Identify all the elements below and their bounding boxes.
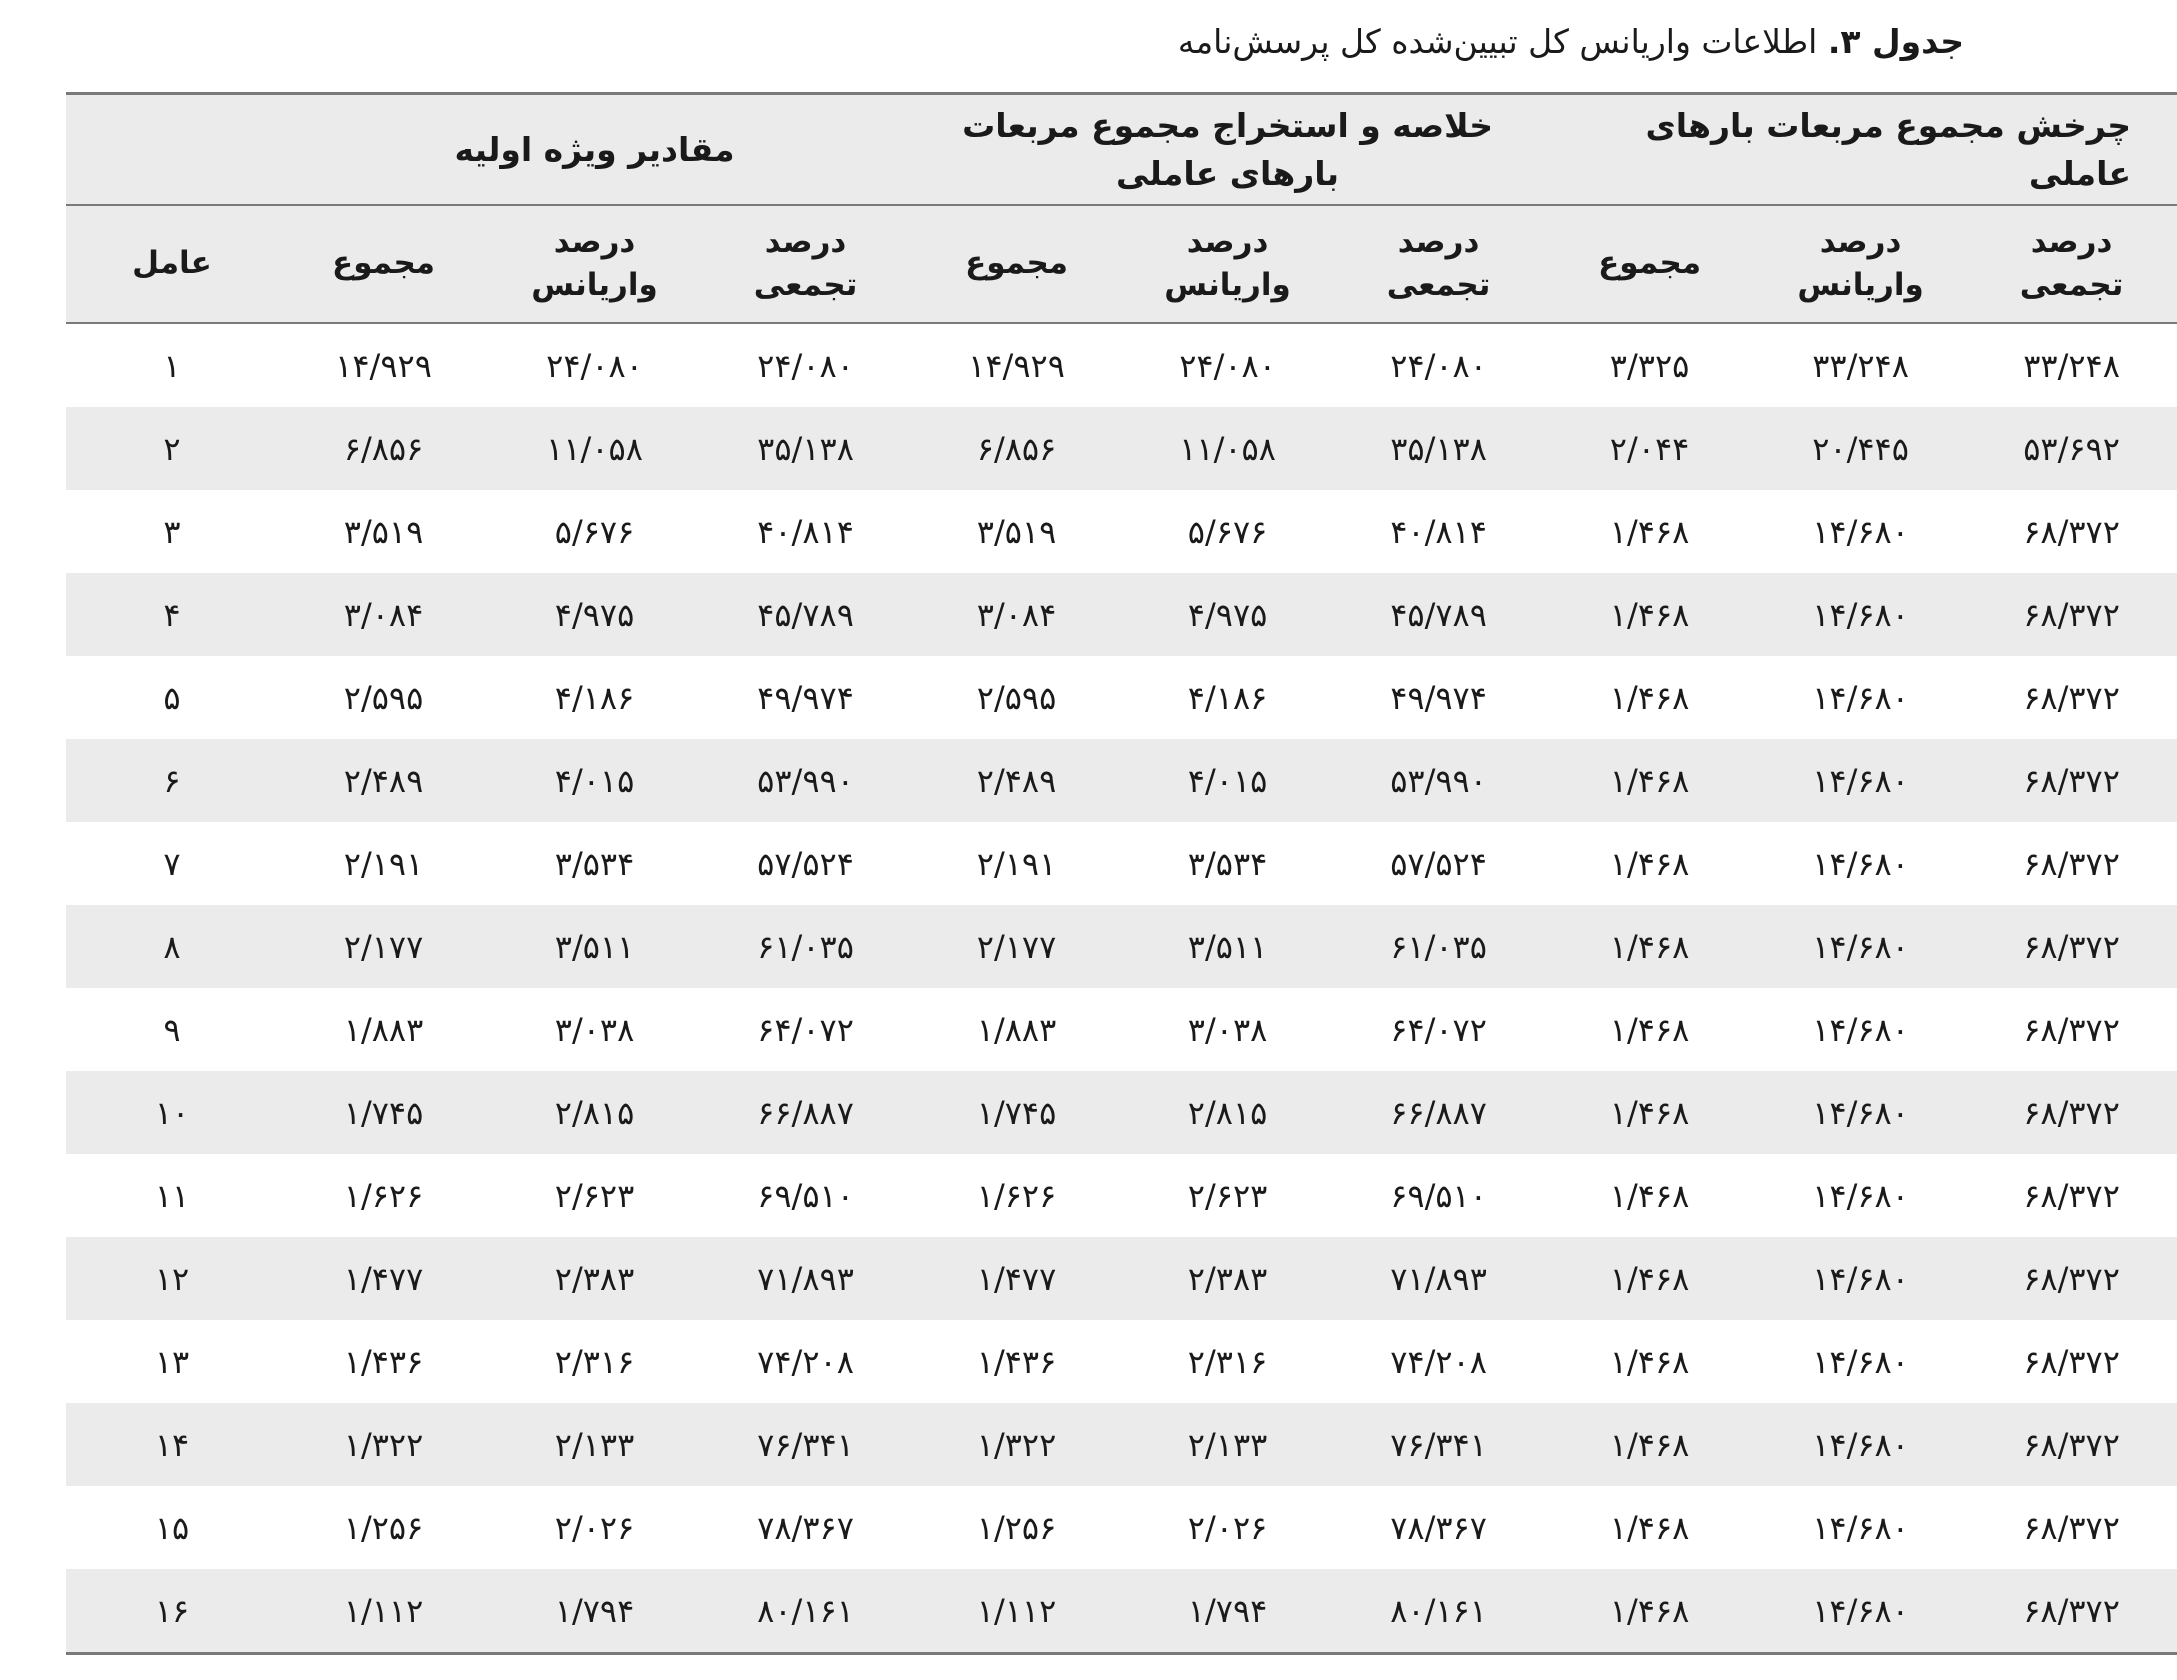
table-cell: ۴/۰۱۵ [1122,739,1333,822]
table-cell: ۷۴/۲۰۸ [757,1342,854,1381]
table-cell: ۶۸/۳۷۲ [2023,844,2120,883]
column-header-line: واریانس [531,267,658,303]
table-caption [1178,22,1964,61]
table-cell: ۱۴/۶۸۰ [1812,512,1909,551]
column-header-line: درصد [553,223,636,260]
table-cell: ۶۸/۳۷۲ [1966,1237,2177,1320]
table-cell: ۲/۶۲۳ [554,1176,635,1215]
column-header-line: مجموع [965,245,1068,282]
table-cell: ۱۴/۶۸۰ [1812,1508,1909,1547]
table-cell: ۱/۸۸۳ [343,1010,424,1049]
table-cell: ۴۵/۷۸۹ [700,573,911,656]
column-header-line: درصد [1819,223,1902,260]
table-cell: ۶۸/۳۷۲ [2023,1010,2120,1049]
column-header-line: مجموع [332,245,435,282]
column-header [278,205,489,323]
table-cell: ۱/۴۶۸ [1544,905,1755,988]
table-cell: ۲/۳۱۶ [1187,1342,1268,1381]
table-cell: ۲۰/۴۴۵ [1755,407,1966,490]
table-cell: ۶۸/۳۷۲ [2023,1342,2120,1381]
table-cell: ۱۱/۰۵۸ [489,407,700,490]
table-row [66,905,2177,988]
table-cell: ۳/۰۳۸ [1187,1010,1268,1049]
table-cell: ۲/۸۱۵ [1122,1071,1333,1154]
table-row [66,1237,2177,1320]
table-cell: ۳/۵۱۹ [343,512,424,551]
table-cell: ۱/۲۵۶ [343,1508,424,1547]
group-header-initial-eigenvalues: مقادیر ویژه اولیه [278,94,911,206]
column-header-line: واریانس [1797,267,1924,303]
table-cell: ۱۴/۶۸۰ [1755,1569,1966,1654]
column-header-line: عامل [132,245,212,282]
variance-table [66,92,2177,1655]
table-body [66,323,2177,1654]
column-header [1122,205,1333,323]
table-cell: ۵۳/۶۹۲ [1966,407,2177,490]
table-row [66,988,2177,1071]
table-cell: ۲/۵۹۵ [343,678,424,717]
table-cell: ۶۴/۰۷۲ [1390,1010,1487,1049]
table-cell: ۱/۱۱۲ [278,1569,489,1654]
caption-text: اطلاعات واریانس کل تبیین‌شده کل پرسش‌نامه [1177,22,1818,61]
table-cell: ۳/۳۲۵ [1609,346,1690,385]
table-cell: ۱/۴۶۸ [1609,1176,1690,1215]
table-cell: ۴/۰۱۵ [489,739,700,822]
table-cell: ۱/۷۹۴ [489,1569,700,1654]
table-cell: ۲/۴۸۹ [911,739,1122,822]
group-header-extraction: خلاصه و استخراج مجموع مربعات بارهای عاملی [911,94,1544,206]
table-cell: ۱/۲۵۶ [976,1508,1057,1547]
table-cell: ۱ [163,346,181,385]
table-cell: ۶۸/۳۷۲ [2023,678,2120,717]
table-row [66,490,2177,573]
table-cell: ۳۳/۲۴۸ [2023,346,2120,385]
table-cell: ۱/۷۴۵ [911,1071,1122,1154]
table-cell: ۷۶/۳۴۱ [700,1403,911,1486]
table-cell: ۱۴ [66,1403,278,1486]
table-cell: ۱/۴۶۸ [1609,1010,1690,1049]
column-header [1333,205,1544,323]
table-cell: ۲/۵۹۵ [976,678,1057,717]
table-row [66,407,2177,490]
table-cell: ۱۱ [154,1176,190,1215]
table-cell: ۵۳/۹۹۰ [1333,739,1544,822]
table-cell: ۱/۱۱۲ [911,1569,1122,1654]
table-cell: ۱/۴۶۸ [1609,678,1690,717]
table-cell: ۱/۴۶۸ [1609,1342,1690,1381]
table-cell: ۱۴/۶۸۰ [1812,1342,1909,1381]
table-cell: ۱/۶۲۶ [976,1176,1057,1215]
table-cell: ۲/۳۱۶ [554,1342,635,1381]
table-cell: ۱۴/۶۸۰ [1755,1071,1966,1154]
table-row [66,1403,2177,1486]
table-cell: ۲/۴۸۹ [278,739,489,822]
table-cell: ۶۶/۸۸۷ [700,1071,911,1154]
table-cell: ۲/۱۹۱ [343,844,424,883]
table-cell: ۵/۶۷۶ [1187,512,1268,551]
table-cell: ۶۹/۵۱۰ [757,1176,854,1215]
table-cell: ۲/۰۲۶ [1187,1508,1268,1547]
table-cell: ۴۹/۹۷۴ [757,678,854,717]
table-cell: ۳۵/۱۳۸ [1333,407,1544,490]
table-cell: ۶۸/۳۷۲ [2023,1176,2120,1215]
table-cell: ۱۰ [66,1071,278,1154]
column-header-line: مجموع [1598,245,1702,282]
table-cell: ۸۰/۱۶۱ [1333,1569,1544,1654]
table-cell: ۵۷/۵۲۴ [1390,844,1487,883]
table-row [66,1486,2177,1569]
table-cell: ۶۸/۳۷۲ [2023,1508,2120,1547]
column-header [1544,205,1755,323]
column-header [66,205,278,323]
column-header-line: درصد [1397,223,1480,260]
table-cell: ۲/۱۷۷ [911,905,1122,988]
table-cell: ۶۸/۳۷۲ [1966,573,2177,656]
table-cell: ۳/۵۱۹ [976,512,1057,551]
table-cell: ۱/۴۶۸ [1609,512,1690,551]
table-cell: ۴/۱۸۶ [554,678,635,717]
table-cell: ۷۱/۸۹۳ [1333,1237,1544,1320]
table-cell: ۴۰/۸۱۴ [757,512,854,551]
table-cell: ۲/۳۸۳ [489,1237,700,1320]
table-cell: ۱۴/۶۸۰ [1812,1176,1909,1215]
table-cell: ۳/۵۳۴ [1187,844,1268,883]
column-header-line: تجمعی [2019,267,2124,303]
table-cell: ۱/۴۷۷ [278,1237,489,1320]
group-header-empty [66,94,278,206]
table-row [66,739,2177,822]
table-cell: ۲۴/۰۸۰ [546,346,643,385]
table-cell: ۳/۵۱۱ [489,905,700,988]
table-cell: ۲ [66,407,278,490]
table-cell: ۶۸/۳۷۲ [1966,1071,2177,1154]
table-cell: ۱۴/۶۸۰ [1755,739,1966,822]
table-cell: ۵۳/۹۹۰ [700,739,911,822]
table-cell: ۳/۵۳۴ [554,844,635,883]
column-header [911,205,1122,323]
table-cell: ۶۸/۳۷۲ [1966,1569,2177,1654]
table-cell: ۱/۴۶۸ [1609,1508,1690,1547]
table-row [66,573,2177,656]
table-cell: ۶ [66,739,278,822]
caption-label: جدول ۳. [1827,22,1964,61]
table-cell: ۲۴/۰۸۰ [1179,346,1276,385]
table-cell: ۶۹/۵۱۰ [1390,1176,1487,1215]
table-cell: ۱۴/۹۲۹ [968,346,1065,385]
table-cell: ۱/۶۲۶ [343,1176,424,1215]
table-cell: ۱۱/۰۵۸ [1122,407,1333,490]
table-cell: ۱/۴۷۷ [911,1237,1122,1320]
table-row [66,822,2177,905]
column-header [1755,205,1966,323]
column-header-line: درصد [1186,223,1269,260]
table-cell: ۷۱/۸۹۳ [700,1237,911,1320]
table-cell: ۱۴/۹۲۹ [335,346,432,385]
table-cell: ۲/۰۲۶ [554,1508,635,1547]
table-row [66,1320,2177,1403]
table-cell: ۱/۴۶۸ [1544,1403,1755,1486]
table-cell: ۷ [163,844,181,883]
table-cell: ۱/۸۸۳ [976,1010,1057,1049]
table-row [66,656,2177,739]
table-cell: ۱/۴۶۸ [1544,739,1755,822]
column-header-line: تجمعی [753,267,858,303]
column-header [1966,205,2177,323]
table-cell: ۱۳ [154,1342,190,1381]
table-cell: ۶۸/۳۷۲ [1966,739,2177,822]
table-cell: ۱۴/۶۸۰ [1812,1010,1909,1049]
table-cell: ۴۵/۷۸۹ [1333,573,1544,656]
table-cell: ۶/۸۵۶ [911,407,1122,490]
table-cell: ۱/۴۶۸ [1544,1071,1755,1154]
table-cell: ۳ [163,512,181,551]
table-cell: ۲/۰۴۴ [1544,407,1755,490]
table-cell: ۳/۰۳۸ [554,1010,635,1049]
column-header-line: درصد [2030,223,2113,260]
column-header-line: درصد [764,223,847,260]
table-cell: ۱۴/۶۸۰ [1755,905,1966,988]
table-cell: ۷۸/۳۶۷ [1390,1508,1487,1547]
table-cell: ۶۱/۰۳۵ [1333,905,1544,988]
table-cell: ۹ [163,1010,181,1049]
table-cell: ۵/۶۷۶ [554,512,635,551]
table-cell: ۲/۱۷۷ [278,905,489,988]
table-cell: ۱۴/۶۸۰ [1812,844,1909,883]
table-cell: ۳/۰۸۴ [278,573,489,656]
table-cell: ۱۲ [66,1237,278,1320]
table-cell: ۶۴/۰۷۲ [757,1010,854,1049]
table-cell: ۳/۰۸۴ [911,573,1122,656]
table-row [66,1071,2177,1154]
table-cell: ۲/۸۱۵ [489,1071,700,1154]
column-header [489,205,700,323]
table-cell: ۴۹/۹۷۴ [1390,678,1487,717]
table-row [66,1569,2177,1654]
table-cell: ۶۶/۸۸۷ [1333,1071,1544,1154]
table-cell: ۵ [163,678,181,717]
table-cell: ۳۳/۲۴۸ [1812,346,1909,385]
table-cell: ۴/۹۷۵ [489,573,700,656]
table-cell: ۱۴/۶۸۰ [1755,573,1966,656]
group-header-rotation: چرخش مجموع مربعات بارهای عاملی [1544,94,2177,206]
table-cell: ۱/۴۶۸ [1544,573,1755,656]
table-cell: ۱۴/۶۸۰ [1755,1403,1966,1486]
table-row [66,323,2177,407]
table-cell: ۱/۴۶۸ [1544,1569,1755,1654]
table-cell: ۱/۴۶۸ [1609,844,1690,883]
table-cell: ۴ [66,573,278,656]
table-cell: ۱/۳۲۲ [911,1403,1122,1486]
table-cell: ۱۶ [66,1569,278,1654]
table-cell: ۶۸/۳۷۲ [2023,512,2120,551]
table-cell: ۱۴/۶۸۰ [1755,1237,1966,1320]
table-cell: ۲/۱۳۳ [489,1403,700,1486]
table-cell: ۱/۳۲۲ [278,1403,489,1486]
table-cell: ۴/۱۸۶ [1187,678,1268,717]
table-cell: ۱۵ [154,1508,190,1547]
table-cell: ۴۰/۸۱۴ [1390,512,1487,551]
table-cell: ۲۴/۰۸۰ [757,346,854,385]
table-cell: ۱۴/۶۸۰ [1812,678,1909,717]
table-cell: ۳/۵۱۱ [1122,905,1333,988]
column-header [700,205,911,323]
table-cell: ۱/۷۴۵ [278,1071,489,1154]
table-cell: ۶/۸۵۶ [278,407,489,490]
table-cell: ۷۴/۲۰۸ [1390,1342,1487,1381]
table-cell: ۲۴/۰۸۰ [1390,346,1487,385]
group-header-row [66,94,2177,206]
table-cell: ۵۷/۵۲۴ [757,844,854,883]
table-cell: ۱/۴۳۶ [343,1342,424,1381]
table-cell: ۲/۱۹۱ [976,844,1057,883]
column-header-line: تجمعی [1386,267,1491,303]
table-cell: ۱/۴۳۶ [976,1342,1057,1381]
table-cell: ۲/۱۳۳ [1122,1403,1333,1486]
table-cell: ۶۸/۳۷۲ [1966,905,2177,988]
table-cell: ۸ [66,905,278,988]
table-cell: ۲/۶۲۳ [1187,1176,1268,1215]
table-cell: ۷۸/۳۶۷ [757,1508,854,1547]
table-cell: ۷۶/۳۴۱ [1333,1403,1544,1486]
table-cell: ۲/۳۸۳ [1122,1237,1333,1320]
table-cell: ۱/۴۶۸ [1544,1237,1755,1320]
table-cell: ۱/۷۹۴ [1122,1569,1333,1654]
table-row [66,1154,2177,1237]
table-cell: ۳۵/۱۳۸ [700,407,911,490]
table-cell: ۶۱/۰۳۵ [700,905,911,988]
table-cell: ۶۸/۳۷۲ [1966,1403,2177,1486]
column-header-row [66,205,2177,323]
table-cell: ۸۰/۱۶۱ [700,1569,911,1654]
column-header-line: واریانس [1164,267,1291,303]
table-cell: ۴/۹۷۵ [1122,573,1333,656]
